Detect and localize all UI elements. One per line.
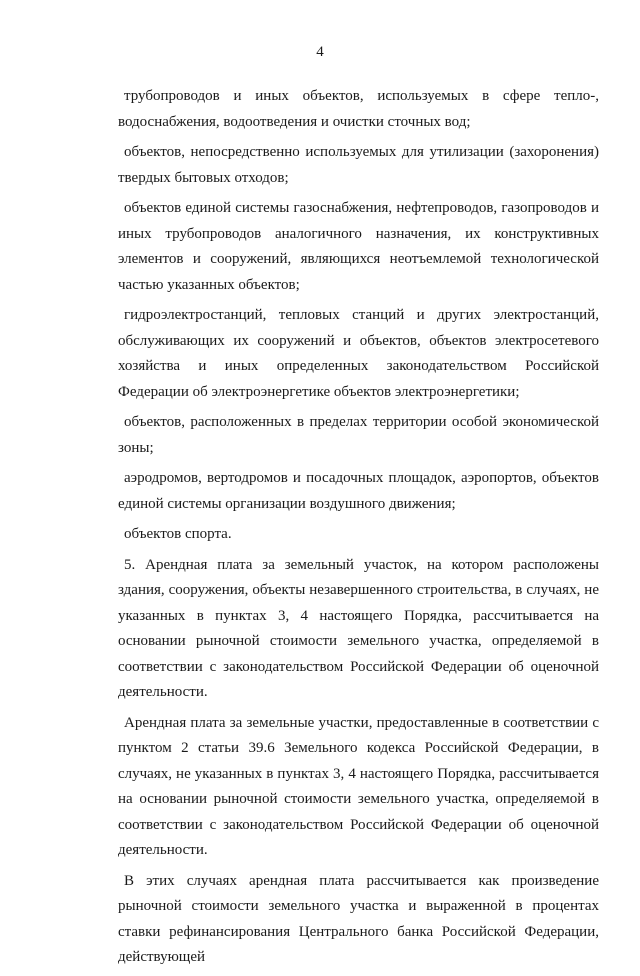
paragraph-rent-calculation: В этих случаях арендная плата рассчитывается как произведение рыночной стоимости земельного участка и выраженной в процентах ставки рефинансирования Центрального банка Российской Федерации, действующей xyxy=(118,872,599,965)
paragraph-power-stations: гидроэлектростанций, тепловых станций и других электростанций, обслуживающих их сооружений и объектов, объектов электросетевого хозяйства и иных определенных законодательством Российской Федерации об электроэнергетике объектов электроэнергетики; xyxy=(118,307,599,400)
paragraph-article-39-6: Арендная плата за земельные участки, предоставленные в соответствии с пунктом 2 статьи 39.6 Земельного кодекса Российской Федерации, в случаях, не указанных в пунктах 3, 4 настоящего Порядка, рассчитывается на основании рыночной стоимости земельного участка, определяемой в соответствии с законодательством Российской Федерации об оценочной деятельности. xyxy=(118,714,599,858)
paragraph-gas-supply: объектов единой системы газоснабжения, нефтепроводов, газопроводов и иных трубопроводов аналогичного назначения, их конструктивных элементов и сооружений, являющихся неотъемлемой технологической частью указанных объектов; xyxy=(118,200,599,293)
paragraph-airfields: аэродромов, вертодромов и посадочных площадок, аэропортов, объектов единой системы организации воздушного движения; xyxy=(118,470,599,512)
document-body xyxy=(118,84,599,976)
paragraph-water-pipelines: трубопроводов и иных объектов, используемых в сфере тепло-, водоснабжения, водоотведения и очистки сточных вод; xyxy=(118,88,599,130)
paragraph-economic-zone: объектов, расположенных в пределах территории особой экономической зоны; xyxy=(118,414,599,456)
paragraph-waste-disposal: объектов, непосредственно используемых для утилизации (захоронения) твердых бытовых отходов; xyxy=(118,144,599,186)
paragraph-sports-objects: объектов спорта. xyxy=(124,526,232,542)
paragraph-clause-5: 5. Арендная плата за земельный участок, на котором расположены здания, сооружения, объекты незавершенного строительства, в случаях, не указанных в пунктах 3, 4 настоящего Порядка, рассчитывается на основании рыночной стоимости земельного участка, определяемой в соответствии с законодательством Российской Федерации об оценочной деятельности. xyxy=(118,556,599,700)
page-number: 4 xyxy=(316,44,324,60)
